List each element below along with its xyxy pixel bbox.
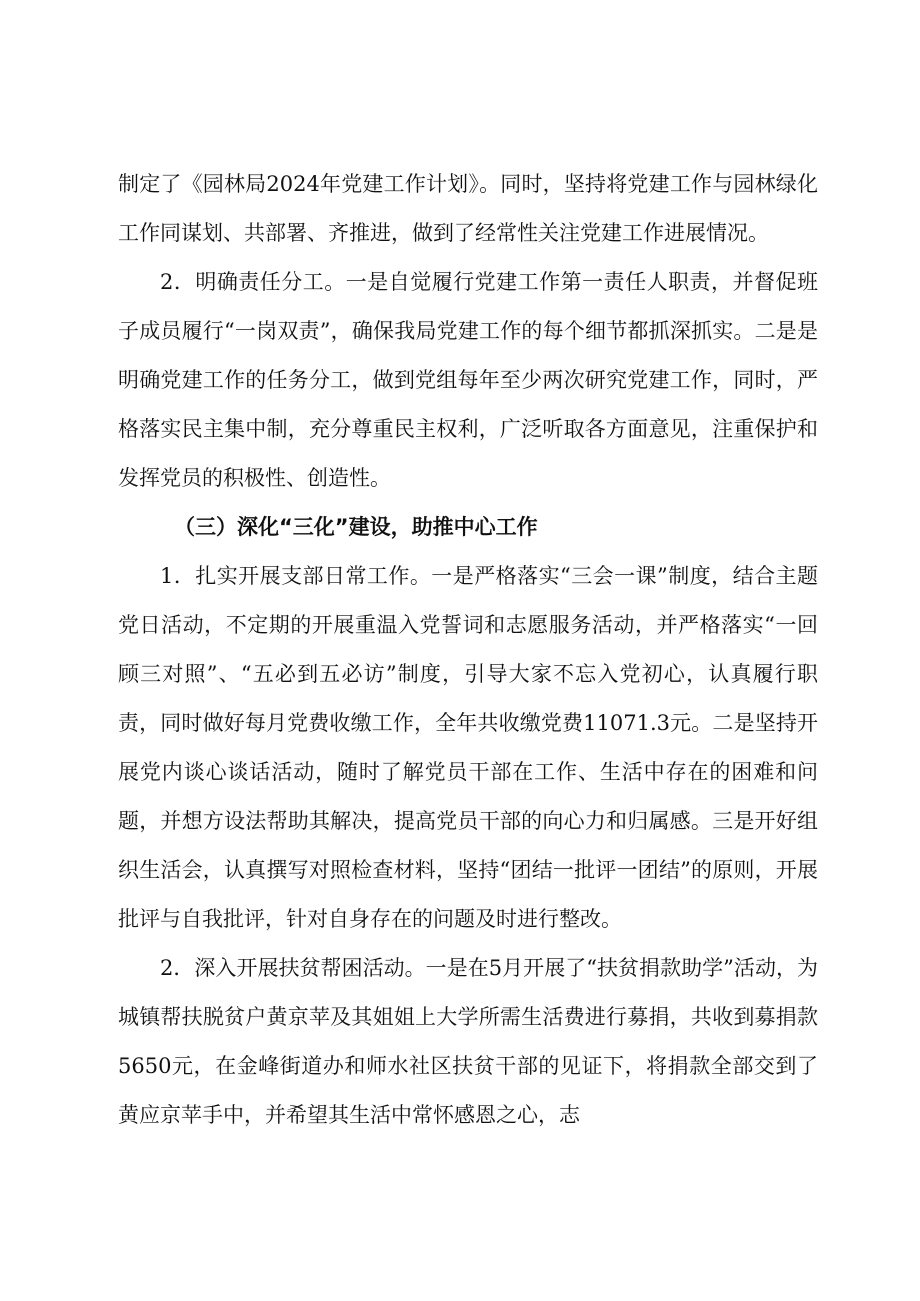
paragraph-responsibility-division: 2．明确责任分工。一是自觉履行党建工作第一责任人职责，并督促班子成员履行“一岗双责”，确保我局党建工作的每个细节都抓深抓实。二是是明确党建工作的任务分工，做到党组每年至少两次研究党建工作，同时，严格落实民主集中制，充分尊重民主权利，广泛听取各方面意见，注重保护和发挥党员的积极性、创造性。 bbox=[118, 270, 818, 490]
document-body bbox=[118, 160, 818, 1140]
paragraph-poverty-relief: 2．深入开展扶贫帮困活动。一是在5月开展了“扶贫捐款助学”活动，为城镇帮扶脱贫户黄京苹及其姐姐上大学所需生活费进行募捐，共收到募捐款5650元，在金峰街道办和师水社区扶贫干部的见证下，将捐款全部交到了黄应京苹手中，并希望其生活中常怀感恩之心，志 bbox=[118, 956, 818, 1127]
section-heading: （三）深化“三化”建设，助推中心工作 bbox=[174, 515, 538, 539]
paragraph-continuation: 制定了《园林局2024年党建工作计划》。同时，坚持将党建工作与园林绿化工作同谋划、共部署、齐推进，做到了经常性关注党建工作进展情况。 bbox=[118, 172, 818, 245]
paragraph-branch-daily-work: 1．扎实开展支部日常工作。一是严格落实“三会一课”制度，结合主题党日活动，不定期的开展重温入党誓词和志愿服务活动，并严格落实“一回顾三对照”、“五必到五必访”制度，引导大家不忘入党初心，认真履行职责，同时做好每月党费收缴工作，全年共收缴党费11071.3元。二是坚持开展党内谈心谈话活动，随时了解党员干部在工作、生活中存在的困难和问题，并想方设法帮助其解决，提高党员干部的向心力和归属感。三是开好组织生活会，认真撰写对照检查材料，坚持“团结一批评一团结”的原则，开展批评与自我批评，针对自身存在的问题及时进行整改。 bbox=[118, 564, 818, 931]
